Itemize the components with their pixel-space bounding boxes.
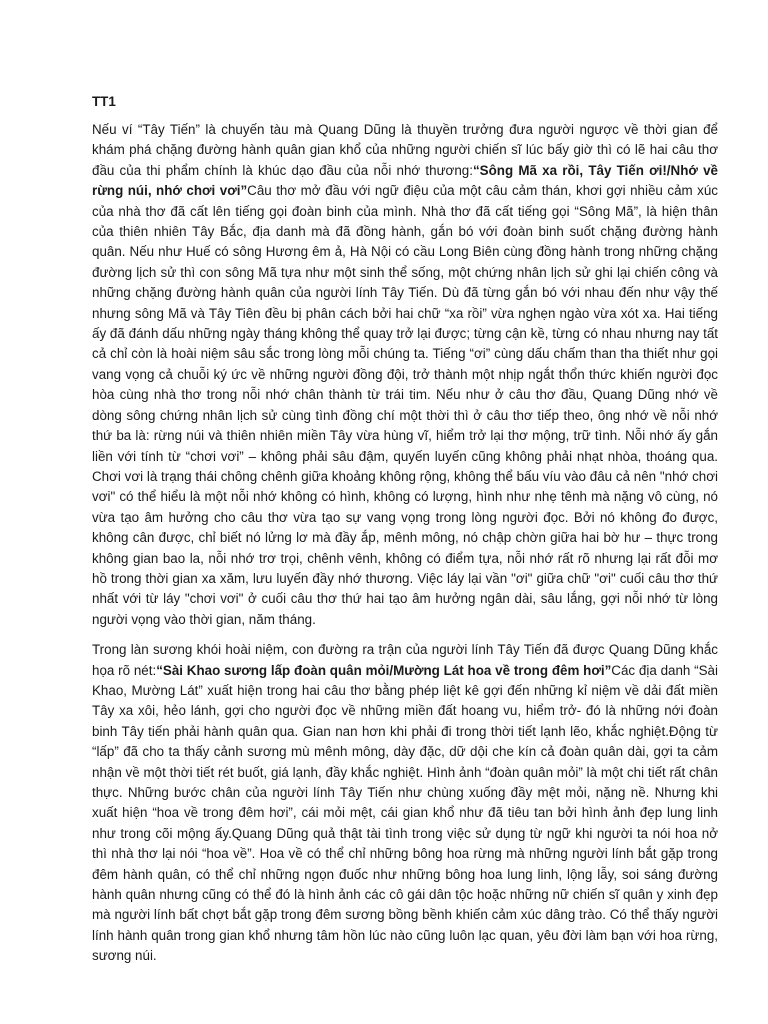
paragraph-1-quote: “Sông Mã xa rồi, Tây Tiến ơi!/Nhớ về rừng núi, nhớ chơi vơi” <box>92 162 719 199</box>
document-heading: TT1 <box>92 94 116 109</box>
paragraph-2-quote: “Sài Khao sương lấp đoàn quân mỏi/Mường Lát hoa về trong đêm hơi” <box>156 662 612 678</box>
paragraph-1-body: Câu thơ mở đầu với ngữ điệu của một câu cảm thán, khơi gợi nhiều cảm xúc của nhà thơ đã cất lên tiếng gọi đoàn binh của mình. Nhà thơ đã cất tiếng gọi “Sông Mã”, là hiện thân của thiên nhiên Tây Bắc, địa danh mà đã đồng hành, gắn bó với đoàn binh suốt chặng đường hành quân. Nếu như Huế có sông Hương êm ả, Hà Nội có cầu Long Biên cùng đồng hành trong những chặng đường lịch sử thì con sông Mã tựa như một sinh thể sống, một chứng nhân lịch sử ghi lại chiến công và những chặng đường hành quân của người lính Tây Tiến. Dù đã từng gắn bó với nhau đến như vậy thế nhưng sông Mã và Tây Tiên đều bị phân cách bởi hai chữ “xa rồi” vừa nghẹn ngào vừa xót xa. Hai tiếng ấy đã đánh dấu những ngày tháng không thể quay trở lại được; từng cận kề, từng có nhau nhưng nay tất cả chỉ còn là hoài niệm sâu sắc trong lòng mỗi chúng ta. Tiếng “ơi” cùng dấu chấm than tha thiết như gọi vang vọng cả chuỗi ký ức về những người đồng đội, trở thành một nhịp ngắt thổn thức khiến người đọc hòa cùng nhà thơ trong nỗi nhớ chân thành từ trái tim. Nếu như ở câu thơ đầu, Quang Dũng nhớ về dòng sông chứng nhân lịch sử cùng tình đồng chí một thời thì ở câu thơ tiếp theo, ông nhớ về nỗi nhớ thứ ba là: rừng núi và thiên nhiên miền Tây vừa hùng vĩ, hiểm trở lại thơ mộng, trữ tình. Nỗi nhớ ấy gắn liền với tính từ “chơi vơi” – không phải sâu đậm, quyến luyến cũng không phải nhạt nhòa, thoáng qua. Chơi vơi là trạng thái chông chênh giữa khoảng không rộng, không thể bấu víu vào đâu cả nên "nhớ chơi vơi" có thể hiểu là một nỗi nhớ không có hình, không có lượng, hình như nhẹ tênh mà nặng vô cùng, nó vừa tạo âm hưởng cho câu thơ vừa tạo sự vang vọng trong lòng người đọc. Bởi nó không đo được, không cân được, chỉ biết nó lửng lơ mà đầy ắp, mênh mông, nó chập chờn giữa hai bờ hư – thực trong không gian bao la, nỗi nhớ trơ trọi, chênh vênh, không có điểm tựa, nỗi nhớ rất rõ nhưng lại rất đỗi mơ hồ trong thời gian xa xăm, lưu luyến đầy nhớ thương. Việc láy lại vần "ơi" giữa chữ "ơi" cuối câu thơ thứ nhất với từ láy "chơi vơi" ở cuối câu thơ thứ hai tạo âm hưởng ngân dài, sâu lắng, gợi nỗi nhớ từ lòng người vọng vào thời gian, năm tháng. <box>92 183 718 627</box>
paragraph-2-body: Các địa danh “Sài Khao, Mường Lát” xuất hiện trong hai câu thơ bằng phép liệt kê gợi đến những kỉ niệm về dải đất miền Tây xa xôi, hẻo lánh, gợi cho người đọc về những miền đất hoang vu, hiểm trở- đó là những nới đoàn binh Tây tiến phải hành quân qua. Gian nan hơn khi phải đi trong thời tiết lạnh lẽo, khắc nghiệt.Động từ “lấp” đã cho ta thấy cảnh sương mù mênh mông, dày đặc, dữ dội che kín cả đoàn quân dài, gợi ta cảm nhận về một thời tiết rét buốt, giá lạnh, đầy khắc nghiệt. Hình ảnh “đoàn quân mỏi” là một chi tiết rất chân thực. Những bước chân của người lính Tây Tiến như chùng xuống đầy mệt mỏi, nặng nề. Nhưng khi xuất hiện “hoa về trong đêm hơi”, cái mỏi mệt, cái gian khổ như đã tiêu tan bởi hình ảnh đẹp lung linh như trong cõi mộng ấy.Quang Dũng quả thật tài tình trong việc sử dụng từ ngữ khi người ta nói hoa nở thì nhà thơ lại nói “hoa về”. Hoa về có thể chỉ những bông hoa rừng mà những người lính bắt gặp trong đêm hành quân, có thể chỉ những ngọn đuốc như những bông hoa lung linh, lộng lẫy, soi sáng đường hành quân nhưng cũng có thể đó là hình ảnh các cô gái dân tộc hoặc những nữ chiến sĩ quân y xinh đẹp mà người lính bất chợt bắt gặp trong đêm sương bồng bềnh khiến cảm xúc dâng trào. Có thể thấy người lính hành quân trong gian khổ nhưng tâm hồn lúc nào cũng luôn lạc quan, yêu đời làm bạn với hoa rừng, sương núi. <box>92 662 718 964</box>
paragraph-1 <box>92 120 718 630</box>
paragraph-2 <box>92 640 718 967</box>
paragraph-1-intro: Nếu ví “Tây Tiến” là chuyến tàu mà Quang Dũng là thuyền trưởng đưa người ngược về thời gian để khám phá chặng đường hành quân gian khổ của những người chiến sĩ lúc bấy giờ thì có lẽ hai câu thơ đầu của thi phẩm chính là khúc dạo đầu của nỗi nhớ thương: <box>92 122 718 178</box>
paragraph-2-intro: Trong làn sương khói hoài niệm, con đường ra trận của người lính Tây Tiến đã được Quang Dũng khắc họa rõ nét: <box>92 642 718 678</box>
